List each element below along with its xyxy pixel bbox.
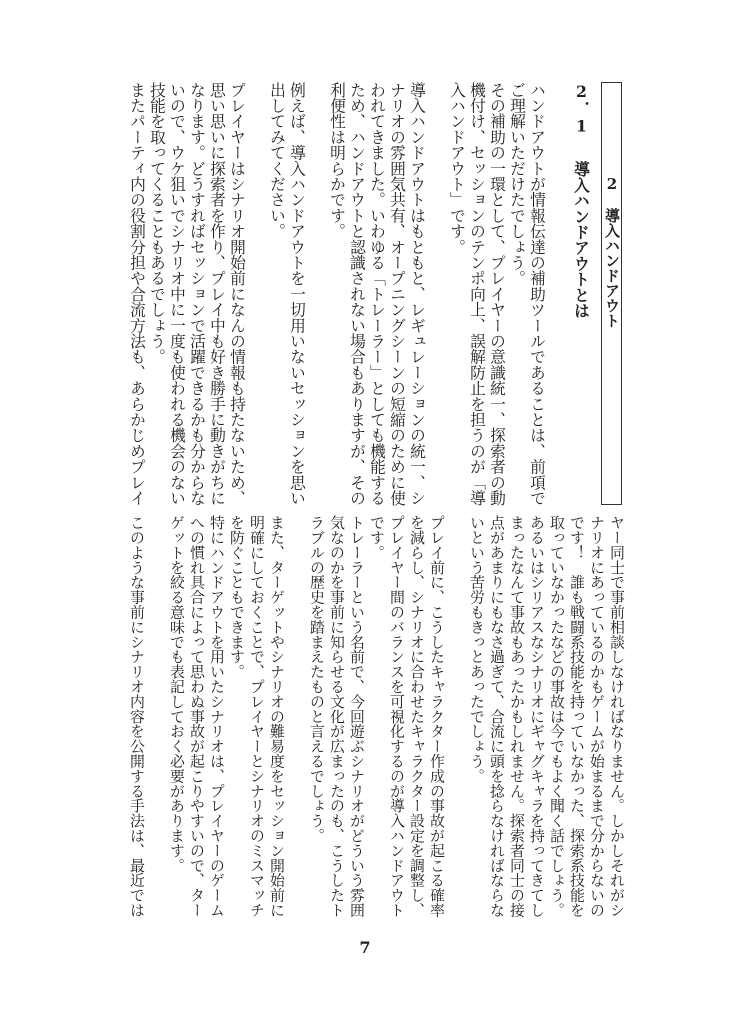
text-line: 出してみてください。 <box>268 82 287 239</box>
paragraph <box>127 515 147 919</box>
text-line: 機付け、セッションのテンポ向上、誤解防止を担うのが「導 <box>468 82 487 506</box>
text-line: プレイヤーはシナリオ開始前になんの情報も持たないため、 <box>228 82 247 506</box>
text-line: プレイヤー間のバランスを可視化するのが導入ハンドアウト <box>388 515 406 918</box>
paragraph <box>467 515 627 919</box>
text-line: トレーラーという名前で、今回遊ぶシナリオがどういう雰囲 <box>348 515 366 918</box>
text-line: 点があまりにもなさ過ぎて、合流に頭を捻らなければならな <box>488 515 506 918</box>
text-line: ハンドアウトが情報伝達の補助ツールであることは、前項で <box>528 82 547 506</box>
text-line: 気なのかを事前に知らせる文化が広まったのも、こうしたト <box>328 515 346 918</box>
text-line: です。 <box>368 515 386 560</box>
paragraph <box>447 82 547 514</box>
text-line: 利便性は明らかです。 <box>328 82 347 239</box>
section-heading <box>571 82 591 514</box>
text-line: を防ぐこともできます。 <box>228 515 246 679</box>
text-line: 思い思いに探索者を作り、プレイ中も好き勝手に動きがちに <box>208 82 227 506</box>
text-line: あるいはシリアスなシナリオにギャグキャラを持ってきてし <box>528 515 546 918</box>
text-line: プレイ前に、こうしたキャラクター作成の事故が起こる確率 <box>428 515 446 918</box>
text-line: その補助の一環として、プレイヤーの意識統一、探索者の動 <box>488 82 507 506</box>
text-line: 技能を取ってくることもあるでしょう。 <box>148 82 167 365</box>
text-line: ナリオにあっているのかもゲームが始まるまで分からないの <box>588 515 606 918</box>
section-number: 2．1 <box>572 82 591 136</box>
text-line: ヤー同士で事前相談しなければなりません。しかしそれがシ <box>608 515 626 918</box>
chapter-title: 導入ハンドアウト <box>603 208 621 328</box>
text-line: ラブルの歴史を踏まえたものと言えるでしょう。 <box>308 515 326 843</box>
text-line: 明確にしておくことで、プレイヤーとシナリオのミスマッチ <box>248 515 266 918</box>
text-line: 例えば、導入ハンドアウトを一切用いないセッションを思い <box>288 82 307 506</box>
text-line: 導入ハンドアウトはもともと、レギュレーションの統一、シ <box>408 82 427 506</box>
paragraph <box>167 515 287 919</box>
text-line: を減らし、シナリオに合わせたキャラクター設定を調整し、 <box>408 515 426 918</box>
text-line: なります。どうすればセッションで活躍できるかも分からな <box>188 82 207 506</box>
top-text-block <box>127 82 622 514</box>
text-line: また、ターゲットやシナリオの難易度をセッション開始前に <box>268 515 286 918</box>
text-line: まったなんて事故もあったかもしれません。探索者同士の接 <box>508 515 526 918</box>
text-line: このような事前にシナリオ内容を公開する手法は、最近では <box>128 515 146 918</box>
text-line: ゲットを絞る意味でも表記しておく必要があります。 <box>168 515 186 873</box>
text-line: いという苦労もきっとあったでしょう。 <box>468 515 486 784</box>
chapter-heading-box <box>601 82 622 505</box>
text-line: ため、ハンドアウトと認識されない場合もありますが、その <box>348 82 367 506</box>
chapter-number: 2 <box>603 175 621 193</box>
text-line: への慣れ具合によって思わぬ事故が起こりやすいので、ター <box>188 515 206 918</box>
text-line: ご理解いただけたでしょう。 <box>508 82 527 287</box>
text-line: 取っていなかったなどの事故は今でもよく聞く話でしょう。 <box>548 515 566 918</box>
text-line: ナリオの雰囲気共有、オープニングシーンの短縮のために使 <box>388 82 407 506</box>
page-number: 7 <box>359 938 371 957</box>
text-line: 入ハンドアウト」です。 <box>448 82 467 255</box>
paragraph <box>267 82 307 514</box>
text-line: われてきました。いわゆる「トレーラー」としても機能する <box>368 82 387 506</box>
paragraph <box>127 82 247 514</box>
text-line: 特にハンドアウトを用いたシナリオは、プレイヤーのゲーム <box>208 515 226 918</box>
bottom-text-block <box>127 515 627 919</box>
text-line: いので、ウケ狙いでシナリオ中に一度も使われる機会のない <box>168 82 187 506</box>
section-title: 導入ハンドアウトとは <box>572 161 591 319</box>
text-line: またパーティ内の役割分担や合流方法も、あらかじめプレイ <box>128 82 147 506</box>
paragraph <box>307 515 447 919</box>
text-line: です！ 誰も戦闘系技能を持っていなかった、探索系技能を <box>568 515 586 918</box>
paragraph <box>327 82 427 514</box>
